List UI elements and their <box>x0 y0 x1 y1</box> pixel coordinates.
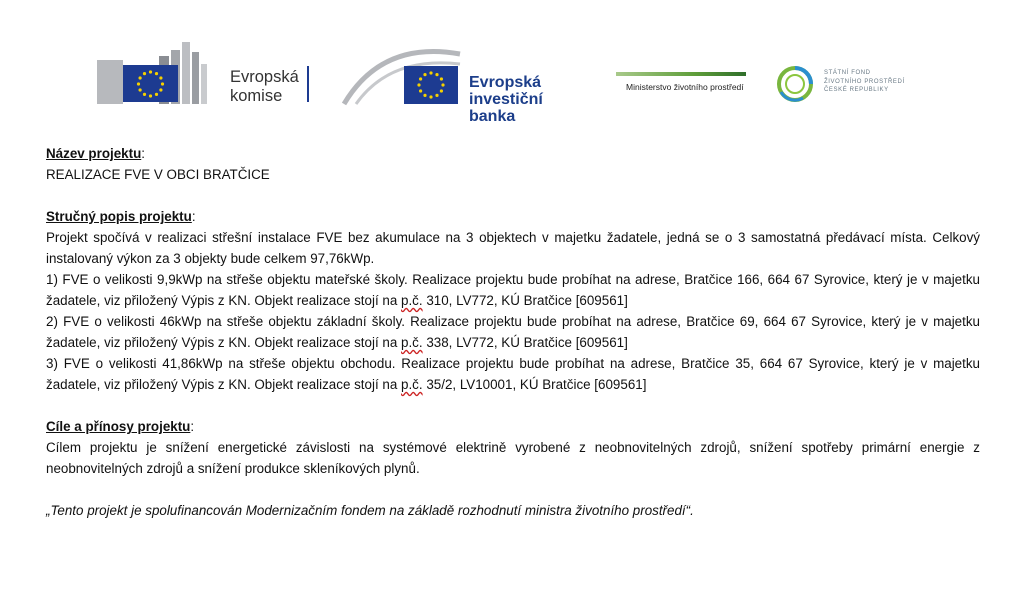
logo-strip <box>0 0 1026 130</box>
sfzp-circle-icon <box>776 64 816 104</box>
ec-line2: komise <box>230 87 283 105</box>
mzp-label: Ministerstvo životního prostředí <box>626 82 744 92</box>
project-goals-heading <box>46 416 980 437</box>
colon: : <box>191 209 196 224</box>
sfzp-line1: STÁTNÍ FOND <box>824 70 871 76</box>
mzp-bar <box>616 72 746 76</box>
project-item-3 <box>46 353 980 395</box>
funding-statement: „Tento projekt je spolufinancován Modernizačním fondem na základě rozhodnutí ministra životního prostředí“. <box>46 503 694 518</box>
project-name-value: REALIZACE FVE V OBCI BRATČICE <box>46 167 270 182</box>
ec-wordmark <box>230 68 299 106</box>
colon: : <box>141 146 145 161</box>
item-1-text-end: 310, LV772, KÚ Bratčice [609561] <box>422 293 628 308</box>
project-description-heading <box>46 206 980 227</box>
ministry-environment-logo <box>616 72 746 94</box>
project-item-2 <box>46 311 980 353</box>
eib-logo <box>342 48 592 125</box>
european-commission-logo <box>97 42 317 104</box>
eib-wordmark <box>469 74 592 125</box>
colon: : <box>190 419 195 434</box>
project-description-label: Stručný popis projektu <box>46 209 192 224</box>
parcel-abbrev: p.č. <box>401 377 423 392</box>
item-2-text: 2) FVE o velikosti 46kWp na střeše objektu základní školy. Realizace projektu bude probíhat na adrese, Bratčice 69, 664 67 Syrovice, který je v majetku žadatele, viz přiložený Výpis z KN. Objekt realizace stojí na <box>46 314 980 350</box>
spacer <box>46 479 980 500</box>
eib-line1: Evropská <box>469 74 542 91</box>
ec-building-icon <box>97 42 227 104</box>
project-name-label: Název projektu <box>46 146 142 161</box>
state-environmental-fund-logo <box>776 64 926 104</box>
spacer <box>46 185 980 206</box>
project-description-intro: Projekt spočívá v realizaci střešní instalace FVE bez akumulace na 3 objektech v majetku žadatele, jedná se o 3 samostatná předávací místa. Celkový instalovaný výkon za 3 objekty bude celkem 97,76kWp. <box>46 230 980 266</box>
eib-line2: investiční banka <box>469 91 543 125</box>
item-3-text-end: 35/2, LV10001, KÚ Bratčice [609561] <box>422 377 647 392</box>
project-goals-label: Cíle a přínosy projektu <box>46 419 191 434</box>
eib-arc-icon <box>342 48 467 106</box>
item-2-text-end: 338, LV772, KÚ Bratčice [609561] <box>422 335 628 350</box>
sfzp-wordmark <box>824 69 905 95</box>
parcel-abbrev: p.č. <box>401 335 423 350</box>
item-3-text: 3) FVE o velikosti 41,86kWp na střeše objektu obchodu. Realizace projektu bude probíhat na adrese, Bratčice 35, 664 67 Syrovice, který je v majetku žadatele, viz přiložený Výpis z KN. Objekt realizace stojí na <box>46 356 980 392</box>
sfzp-line2: ŽIVOTNÍHO PROSTŘEDÍ <box>824 78 905 85</box>
ec-divider <box>307 66 309 102</box>
project-document <box>46 143 980 521</box>
ec-line1: Evropská <box>230 68 299 86</box>
sfzp-line3: ČESKÉ REPUBLIKY <box>824 87 889 93</box>
project-goals-text: Cílem projektu je snížení energetické závislosti na systémové elektrině vyrobené z neobnovitelných zdrojů, snížení spotřeby primární energie z neobnovitelných zdrojů a snížení produkce skleníkových plynů. <box>46 440 980 476</box>
spacer <box>46 395 980 416</box>
parcel-abbrev: p.č. <box>401 293 423 308</box>
project-item-1 <box>46 269 980 311</box>
item-1-text: 1) FVE o velikosti 9,9kWp na střeše objektu mateřské školy. Realizace projektu bude probíhat na adrese, Bratčice 166, 664 67 Syrovice, který je v majetku žadatele, viz přiložený Výpis z KN. Objekt realizace stojí na <box>46 272 980 308</box>
project-name-heading <box>46 143 980 164</box>
